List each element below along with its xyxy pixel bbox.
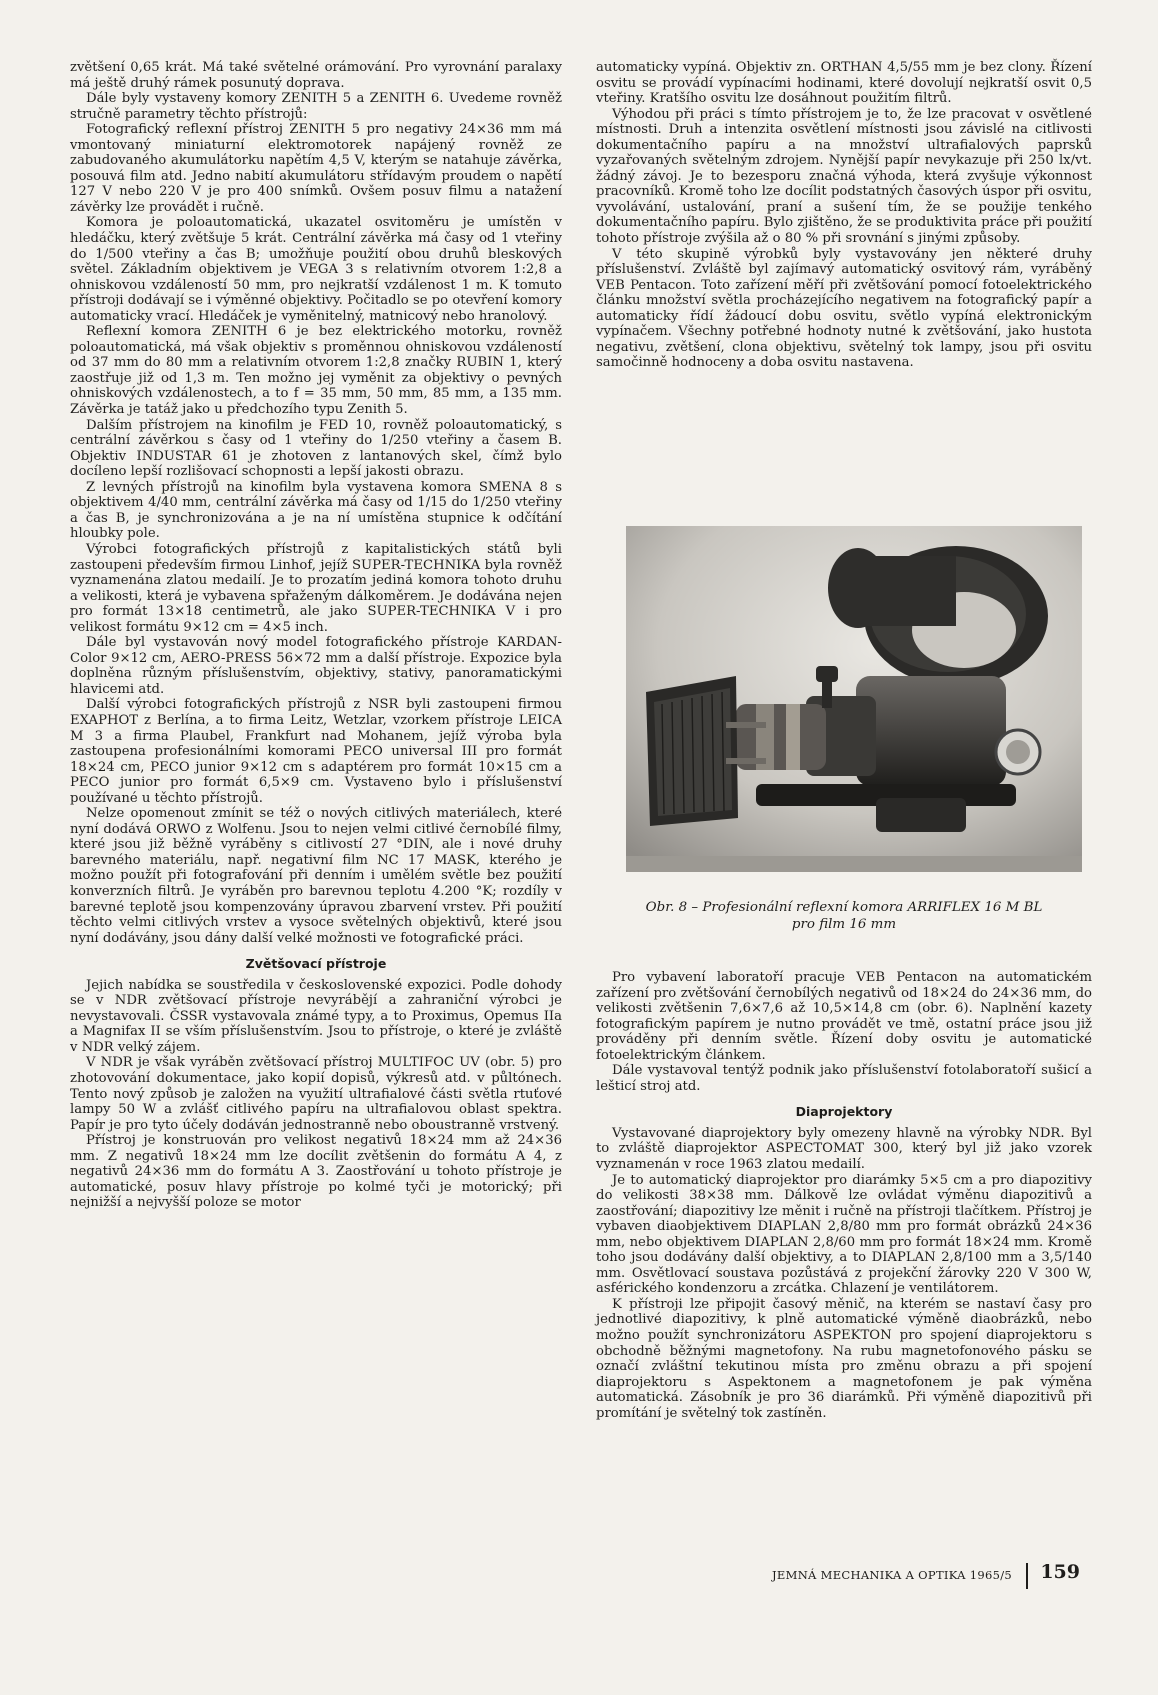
section-heading-diaprojektory: Diaprojektory xyxy=(795,1104,893,1120)
paragraph: Dále byl vystavován nový model fotografického přístroje KARDAN-Color 9×12 cm, AERO-PRESS 56×72 mm a další přístroje. Expozice byla doplněna různým příslušenstvím, objektivy, stativy, panoramatickými hlavicemi atd. xyxy=(70,635,562,697)
left-column xyxy=(70,60,562,1211)
right-column-bottom xyxy=(596,970,1092,1421)
paragraph: Je to automatický diaprojektor pro diarámky 5×5 cm a pro diapozitivy do velikosti 38×38 mm. Dálkově lze ovládat výměnu diapozitivů a zaostřování; diapozitivy lze měnit i ručně na přístroji tlačítkem. Přístroj je vybaven diaobjektivem DIAPLAN 2,8/80 mm pro formát obrázků 24×36 mm, nebo objektivem DIAPLAN 2,8/60 mm pro formát 18×24 mm. Kromě toho jsou dodávány další objektivy, a to DIAPLAN 2,8/100 mm a 3,5/140 mm. Osvětlovací soustava pozůstává z projekční žárovky 220 V 300 W, asférického kondenzoru a zrcátka. Chlazení je ventilátorem. xyxy=(596,1172,1092,1297)
footer-divider xyxy=(1026,1563,1028,1589)
paragraph: Další výrobci fotografických přístrojů z NSR byli zastoupeni firmou EXAPHOT z Berlína, a to firma Leitz, Wetzlar, vzorkem přístroje LEICA M 3 a firma Plaubel, Frankfurt nad Mohanem, jejíž výroba byla zastoupena profesionálními komorami PECO universal III pro formát 18×24 cm, PECO junior 9×12 cm s adaptérem pro formát 10×15 cm a PECO junior pro formát 6,5×9 cm. Vystaveno bylo i příslušenství používané u těchto přístrojů. xyxy=(70,697,562,806)
paragraph: Dále vystavoval tentýž podnik jako příslušenství fotolaboratoří sušicí a lešticí stroj atd. xyxy=(596,1063,1092,1094)
caption-line: pro film 16 mm xyxy=(791,917,897,932)
figure-caption xyxy=(596,899,1092,933)
page-footer xyxy=(760,1561,1100,1587)
paragraph: Nelze opomenout zmínit se též o nových citlivých materiálech, které nyní dodává ORWO z Wolfenu. Jsou to nejen velmi citlivé černobílé filmy, které jsou již běžně vyráběny s citlivostí 27 °DIN, ale i nové druhy barevného materiálu, např. negativní film NC 17 MASK, kterého je možno použít při fotografování při denním i umělém světle bez použití konverzních filtrů. Je vyráběn pro barevnou teplotu 4.200 °K; rozdíly v barevné teplotě jsou kompenzovány úpravou zbarvení vrstev. Při použití těchto velmi citlivých vrstev a vysoce světelných objektivů, které jsou nyní dodávány, jsou dány další velké možnosti ve fotografické práci. xyxy=(70,806,562,946)
paragraph: Přístroj je konstruován pro velikost negativů 18×24 mm až 24×36 mm. Z negativů 18×24 mm lze docílit zvětšenin do formátu A 4, z negativů 24×36 mm do formátu A 3. Zaostřování u tohoto přístroje je automatické, posuv hlavy přístroje po kolmé tyči je motorický; při nejnižší a nejvyšší poloze se motor xyxy=(70,1133,562,1211)
paragraph: V NDR je však vyráběn zvětšovací přístroj MULTIFOC UV (obr. 5) pro zhotovování dokumentace, jako kopií dopisů, výkresů atd. v půltónech. Tento nový způsob je založen na využití ultrafialové části světla rtuťové lampy 50 W a zvlášť citlivého papíru na ultrafialovou oblast spektra. Papír je pro tyto účely dodáván jednostranně nebo oboustranně vrstvený. xyxy=(70,1055,562,1133)
journal-name: JEMNÁ MECHANIKA A OPTIKA 1965/5 xyxy=(772,1568,1012,1582)
paragraph: zvětšení 0,65 krát. Má také světelné orámování. Pro vyrovnání paralaxy má ještě druhý rámek posunutý doprava. xyxy=(70,60,562,91)
paragraph: Vystavované diaprojektory byly omezeny hlavně na výrobky NDR. Byl to zvláště diaprojektor ASPECTOMAT 300, který byl již jako vzorek vyznamenán v roce 1963 zlatou medailí. xyxy=(596,1125,1092,1173)
paragraph: Dalším přístrojem na kinofilm je FED 10, rovněž poloautomatický, s centrální závěrkou s časy od 1 vteřiny do 1/250 vteřiny a časem B. Objektiv INDUSTAR 61 je zhotoven z lantanových skel, čímž bylo docíleno lepší rozlišovací schopnosti a lepší jakosti obrazu. xyxy=(70,417,562,480)
camera-photo-image xyxy=(626,526,1082,872)
paragraph: Výhodou při práci s tímto přístrojem je to, že lze pracovat v osvětlené místnosti. Druh a intenzita osvětlení místnosti jsou závislé na citlivosti dokumentačního papíru a na množství ultrafialových paprsků vyzařovaných světelným zdrojem. Nynější papír nevykazuje při 250 lx/vt. žádný závoj. Je to bezesporu značná výhoda, která zvyšuje výkonnost pracovníků. Kromě toho lze docílit podstatných časových úspor při osvitu, vyvolávání, ustalování, praní a sušení tím, že se použije tenkého dokumentačního papíru. Bylo zjištěno, že se produktivita práce při použití tohoto přístroje zvýšila až o 80 % při srovnání s jinými způsoby. xyxy=(596,106,1092,247)
right-column-top xyxy=(596,60,1092,371)
paragraph: Fotografický reflexní přístroj ZENITH 5 pro negativy 24×36 mm má vmontovaný miniaturní elektromotorek napájený rovněž ze zabudovaného akumulátorku napětím 4,5 V, kterým se natahuje závěrka, posouvá film atd. Jedno nabití akumulátoru střídavým proudem o napětí 127 V nebo 220 V je pro 400 snímků. Ovšem posuv filmu a natažení závěrky lze provádět i ručně. xyxy=(70,122,562,215)
paragraph: V této skupině výrobků byly vystavovány jen některé druhy příslušenství. Zvláště byl zajímavý automatický osvitový rám, vyráběný VEB Pentacon. Toto zařízení měří při zvětšování pomocí fotoelektrického článku množství světla procházejícího negativem na fotografický papír a automaticky řídí žádoucí dobu osvitu, světlo vypíná elektronickým vypínačem. Všechny potřebné hodnoty nutné k zvětšování, jako hustota negativu, zvětšení, clona objektivu, světelný tok lampy, jsou při osvitu samočinně hodnoceny a doba osvitu nastavena. xyxy=(596,246,1092,371)
paragraph: Z levných přístrojů na kinofilm byla vystavena komora SMENA 8 s objektivem 4/40 mm, centrální závěrka má časy od 1/15 do 1/250 vteřiny a čas B, je synchronizována a je na ní umístěna stupnice k odčítání hloubky pole. xyxy=(70,479,562,542)
paragraph: Jejich nabídka se soustředila v československé expozici. Podle dohody se v NDR zvětšovací přístroje nevyrábějí a zahraniční výrobci je nevystavovali. ČSSR vystavovala známé typy, a to Proximus, Opemus IIa a Magnifax II se vším příslušenstvím. Jsou to přístroje, o které je zvláště v NDR velký zájem. xyxy=(70,977,562,1055)
paragraph: Výrobci fotografických přístrojů z kapitalistických států byli zastoupeni především firmou Linhof, jejíž SUPER-TECHNIKA byla rovněž vyznamenána zlatou medailí. Je to prozatím jediná komora tohoto druhu a velikosti, která je vybavena spřaženým dálkoměrem. Je dodávána nejen pro formát 13×18 centimetrů, ale jako SUPER-TECHNIKA V i pro velikost formátu 9×12 cm = 4×5 inch. xyxy=(70,541,562,635)
paragraph: Dále byly vystaveny komory ZENITH 5 a ZENITH 6. Uvedeme rovněž stručně parametry těchto přístrojů: xyxy=(70,91,562,122)
figure-camera-photo xyxy=(626,526,1082,872)
caption-line: Obr. 8 – Profesionální reflexní komora ARRIFLEX 16 M BL xyxy=(645,900,1043,915)
page-number: 159 xyxy=(1040,1561,1080,1583)
paragraph: Pro vybavení laboratoří pracuje VEB Pentacon na automatickém zařízení pro zvětšování černobílých negativů od 18×24 do 24×36 mm, do velikosti zvětšenin 7,6×7,6 až 10,5×14,8 cm (obr. 6). Naplnění kazety fotografickým papírem je nutno provádět ve tmě, ostatní práce jsou již prováděny při denním světle. Řízení doby osvitu je automatické fotoelektrickým článkem. xyxy=(596,970,1092,1063)
paragraph: K přístroji lze připojit časový měnič, na kterém se nastaví časy pro jednotlivé diapozitivy, k plně automatické výměně diaobrázků, nebo možno použít synchronizátoru ASPEKTON pro spojení diaprojektoru s obchodně běžnými magnetofony. Na rubu magnetofonového pásku se označí zvláštní tekutinou místa pro změnu obrazu a při spojení diaprojektoru s Aspektonem a magnetofonem je pak výměna automatická. Zásobník je pro 36 diarámků. Při výměně diapozitivů při promítání je světelný tok zastíněn. xyxy=(596,1296,1092,1421)
paragraph: Komora je poloautomatická, ukazatel osvitoměru je umístěn v hledáčku, který zvětšuje 5 krát. Centrální závěrka má časy od 1 vteřiny do 1/500 vteřiny a čas B; umožňuje použití obou druhů bleskových světel. Základním objektivem je VEGA 3 s relativním otvorem 1:2,8 a ohniskovou vzdáleností 50 mm, pro nejkratší vzdálenost 1 m. K tomuto přístroji dodávají se i výměnné objektivy. Počitadlo se po otevření komory automaticky vrací. Hledáček je vyměnitelný, matnicový nebo hranolový. xyxy=(70,215,562,324)
paragraph: automaticky vypíná. Objektiv zn. ORTHAN 4,5/55 mm je bez clony. Řízení osvitu se provádí vypínacími hodinami, které dovolují nejkratší osvit 0,5 vteřiny. Kratšího osvitu lze dosáhnout použitím filtrů. xyxy=(596,60,1092,107)
paragraph: Reflexní komora ZENITH 6 je bez elektrického motorku, rovněž poloautomatická, má však objektiv s proměnnou ohniskovou vzdáleností od 37 mm do 80 mm a relativním otvorem 1:2,8 značky RUBIN 1, který zaostřuje již od 1,3 m. Ten možno jej vyměnit za objektivy o pevných ohniskových vzdálenostech, a to f = 35 mm, 50 mm, 85 mm, a 135 mm. Závěrka je tatáž jako u předchozího typu Zenith 5. xyxy=(70,324,562,418)
section-heading-zvetsovaci-pristroje: Zvětšovací přístroje xyxy=(245,956,387,972)
